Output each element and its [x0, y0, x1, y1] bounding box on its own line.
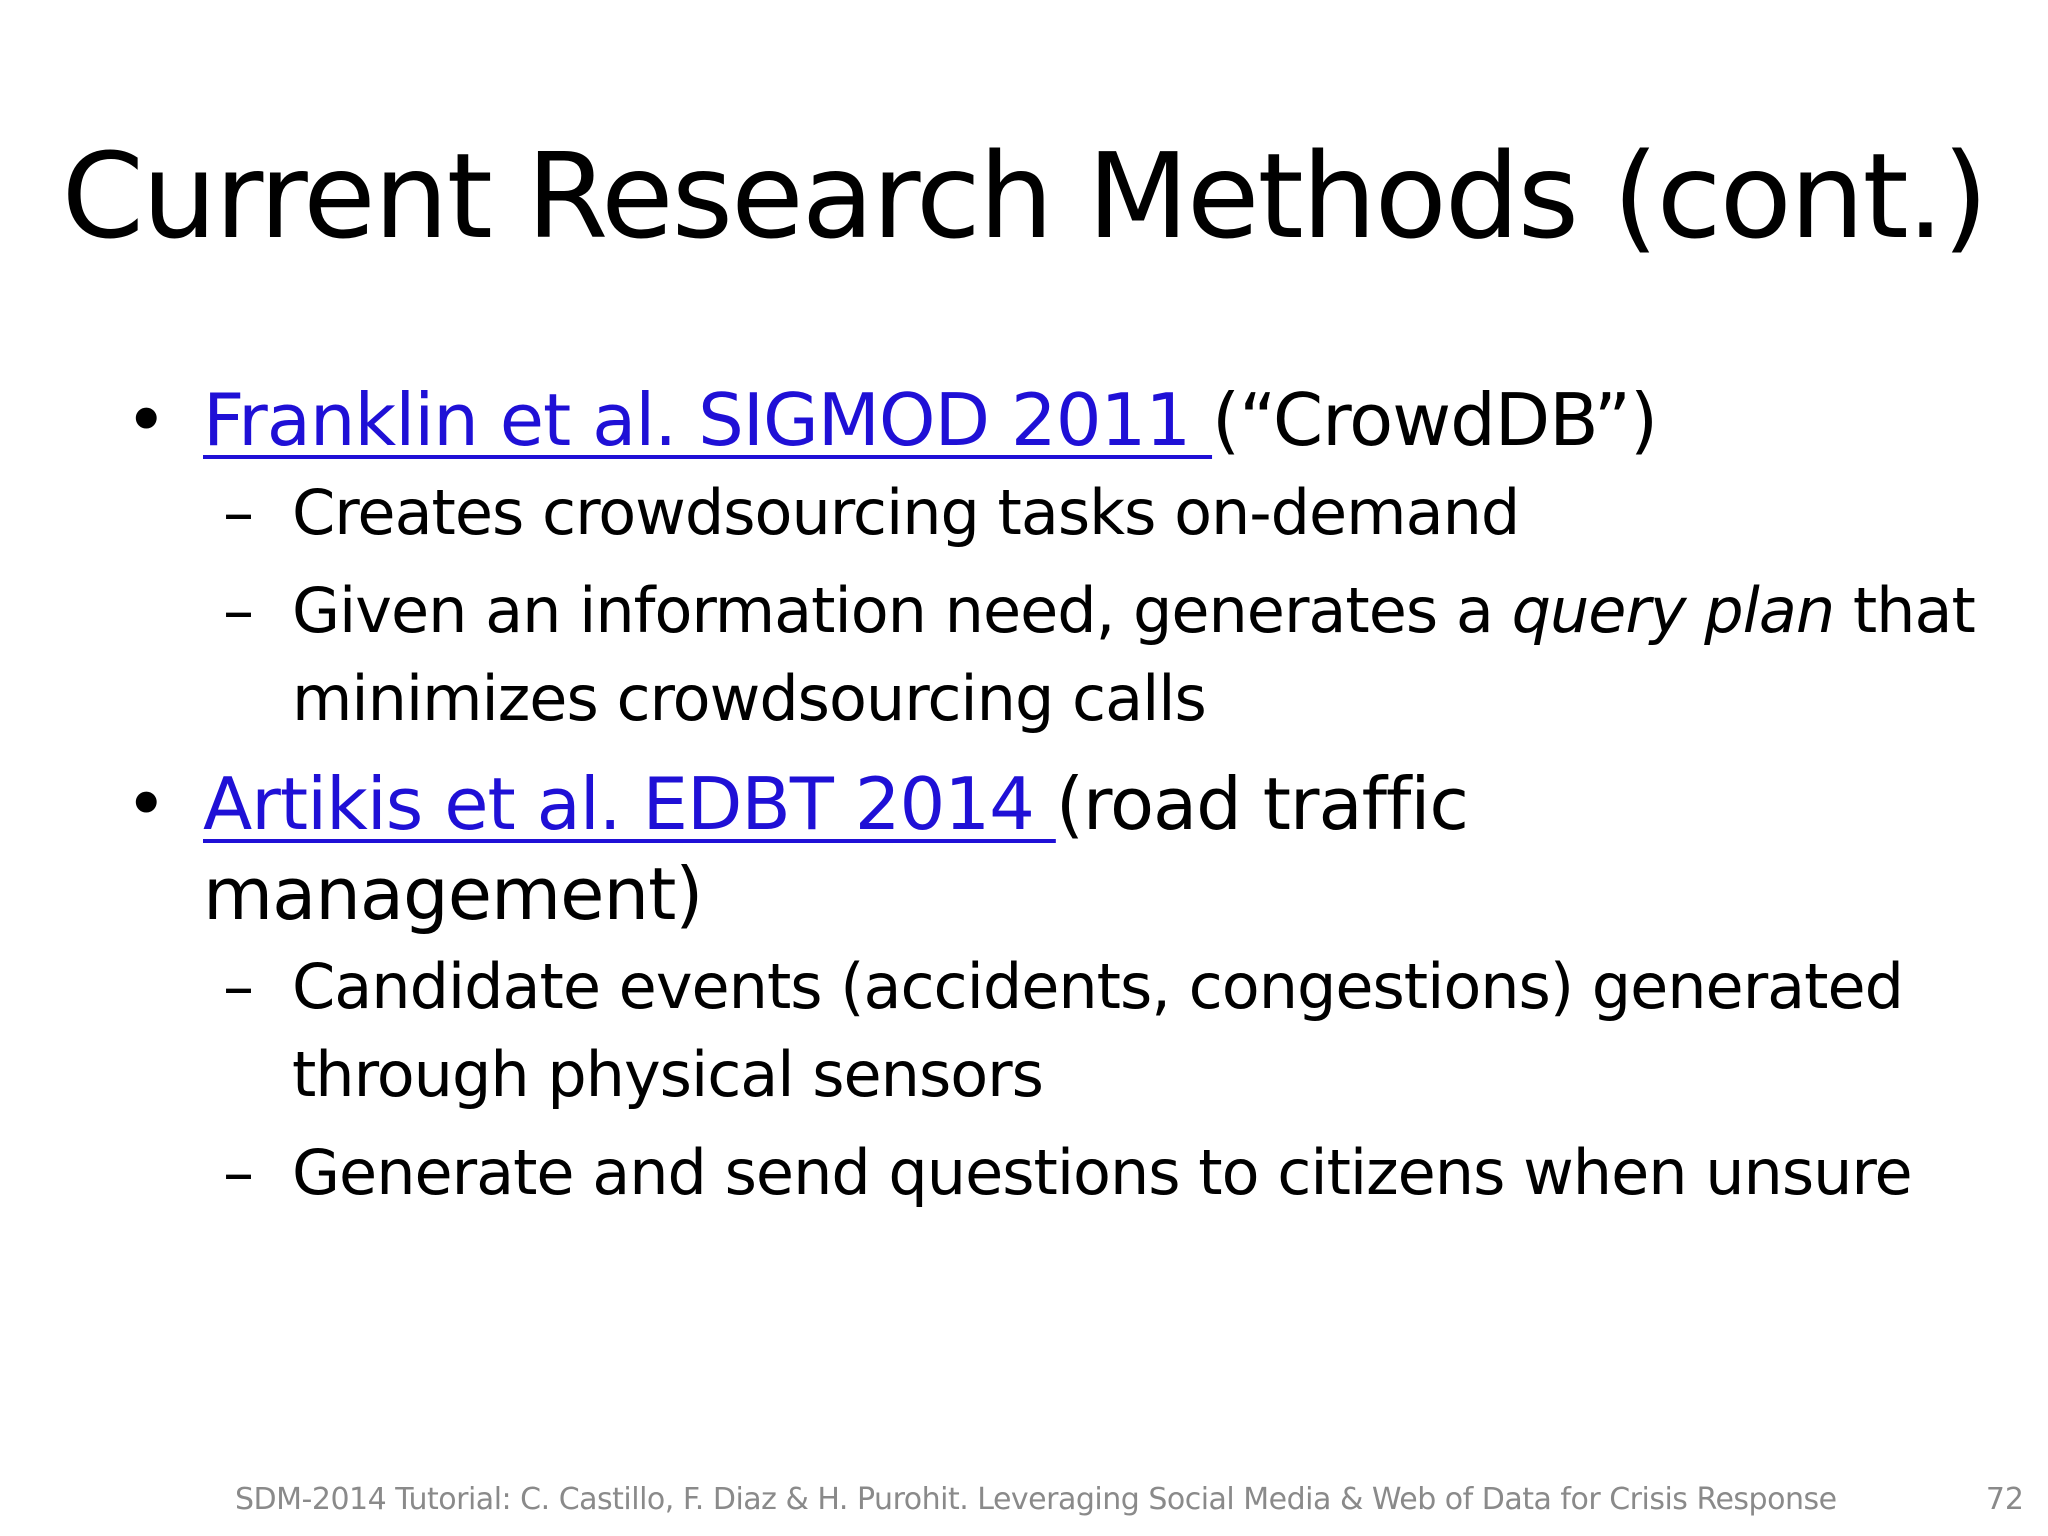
subitem-candidate-events [125, 943, 1985, 1119]
bullet-marker: • [125, 762, 167, 846]
subitem-text: Generate and send questions to citizens when unsure [292, 1136, 1912, 1209]
slide-title: Current Research Methods (cont.) [61, 127, 1987, 265]
subitem-text: Creates crowdsourcing tasks on-demand [292, 476, 1520, 549]
subitem-creates-tasks [125, 469, 1985, 557]
dash-marker: – [223, 950, 253, 1023]
dash-marker: – [223, 574, 253, 647]
bullet-marker: • [125, 378, 167, 462]
dash-marker: – [223, 476, 253, 549]
subitem-send-questions [125, 1129, 1985, 1217]
subitem-text: Given an information need, generates a [292, 574, 1512, 647]
page-number: 72 [1985, 1482, 2024, 1517]
bullet-list [125, 375, 1985, 1217]
bullet-item-franklin [125, 375, 1985, 465]
subitem-query-plan [125, 567, 1985, 743]
bullet-item-artikis [125, 759, 1985, 939]
artikis-edbt-link[interactable]: Artikis et al. EDBT 2014 [203, 762, 1056, 846]
bullet-text: (“CrowdDB”) [1212, 378, 1658, 462]
subitem-text-continued: that minimizes crowdsourcing calls [292, 574, 1975, 735]
bullet-text: (road traffic management) [203, 762, 1468, 936]
franklin-sigmod-link[interactable]: Franklin et al. SIGMOD 2011 [203, 378, 1213, 462]
dash-marker: – [223, 1136, 253, 1209]
footer-citation: SDM-2014 Tutorial: C. Castillo, F. Diaz & H. Purohit. Leveraging Social Media & Web of Data for Crisis Response [235, 1482, 1837, 1517]
query-plan-emphasis: query plan [1511, 574, 1835, 647]
subitem-text: Candidate events (accidents, congestions) generated through physical sensors [292, 950, 1903, 1111]
